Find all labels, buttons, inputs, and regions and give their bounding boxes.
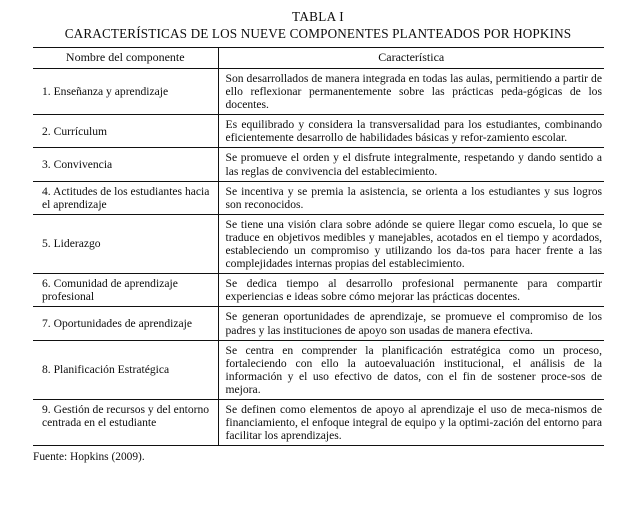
cell-component-name: 4. Actitudes de los estudiantes hacia el aprendizaje	[33, 181, 218, 214]
column-header-characteristic: Característica	[218, 48, 604, 69]
column-header-component: Nombre del componente	[33, 48, 218, 69]
characteristics-table	[33, 47, 604, 446]
cell-characteristic: Se definen como elementos de apoyo al aprendizaje el uso de meca-nismos de financiamiento, el enfoque integral de equipo y la optimi-zación del entorno para facilitar los aprendizajes.	[218, 399, 604, 445]
cell-component-name: 7. Oportunidades de aprendizaje	[33, 307, 218, 340]
table-row	[33, 148, 604, 181]
cell-component-name: 8. Planificación Estratégica	[33, 340, 218, 399]
table-row	[33, 274, 604, 307]
table-body	[33, 69, 604, 446]
table-row	[33, 115, 604, 148]
cell-characteristic: Se promueve el orden y el disfrute integralmente, respetando y dando sentido a las reglas de convivencia del establecimiento.	[218, 148, 604, 181]
cell-component-name: 6. Comunidad de aprendizaje profesional	[33, 274, 218, 307]
cell-characteristic: Se tiene una visión clara sobre adónde se quiere llegar como escuela, lo que se traduce en objetivos medibles y manejables, acotados en el tiempo y acordados, estableciendo un compromiso y utilizando los da-tos para hacer frente a las complejidades internas propias del establecimiento.	[218, 214, 604, 273]
cell-characteristic: Se generan oportunidades de aprendizaje, se promueve el compromiso de los padres y las instituciones de apoyo son usadas de manera efectiva.	[218, 307, 604, 340]
cell-component-name: 3. Convivencia	[33, 148, 218, 181]
cell-characteristic: Se centra en comprender la planificación estratégica como un proceso, fortaleciendo con ello la autoevaluación institucional, el análisis de la información y el uso efectivo de datos, con el fin de sostener proce-sos de mejora.	[218, 340, 604, 399]
cell-component-name: 9. Gestión de recursos y del entorno centrada en el estudiante	[33, 399, 218, 445]
table-row	[33, 399, 604, 445]
cell-characteristic: Se dedica tiempo al desarrollo profesional permanente para compartir experiencias e ideas sobre cómo mejorar las prácticas docentes.	[218, 274, 604, 307]
table-row	[33, 307, 604, 340]
cell-component-name: 1. Enseñanza y aprendizaje	[33, 69, 218, 115]
header-row	[33, 48, 604, 69]
cell-characteristic: Es equilibrado y considera la transversalidad para los estudiantes, combinando eficientemente desarrollo de habilidades básicas y refor-zamiento escolar.	[218, 115, 604, 148]
table-container	[33, 47, 604, 446]
table-row	[33, 214, 604, 273]
table-row	[33, 340, 604, 399]
table-row	[33, 181, 604, 214]
table-header	[33, 48, 604, 69]
cell-component-name: 2. Currículum	[33, 115, 218, 148]
table-number: TABLA I	[292, 9, 344, 24]
table-title-block	[0, 0, 636, 42]
table-row	[33, 69, 604, 115]
cell-characteristic: Se incentiva y se premia la asistencia, se orienta a los estudiantes y sus logros son reconocidos.	[218, 181, 604, 214]
table-caption: CARACTERÍSTICAS DE LOS NUEVE COMPONENTES PLANTEADOS POR HOPKINS	[64, 26, 572, 41]
cell-component-name: 5. Liderazgo	[33, 214, 218, 273]
cell-characteristic: Son desarrollados de manera integrada en todas las aulas, permitiendo a partir de ello reflexionar permanentemente sobre las prácticas peda-gógicas de los docentes.	[218, 69, 604, 115]
source-note: Fuente: Hopkins (2009).	[33, 451, 145, 464]
